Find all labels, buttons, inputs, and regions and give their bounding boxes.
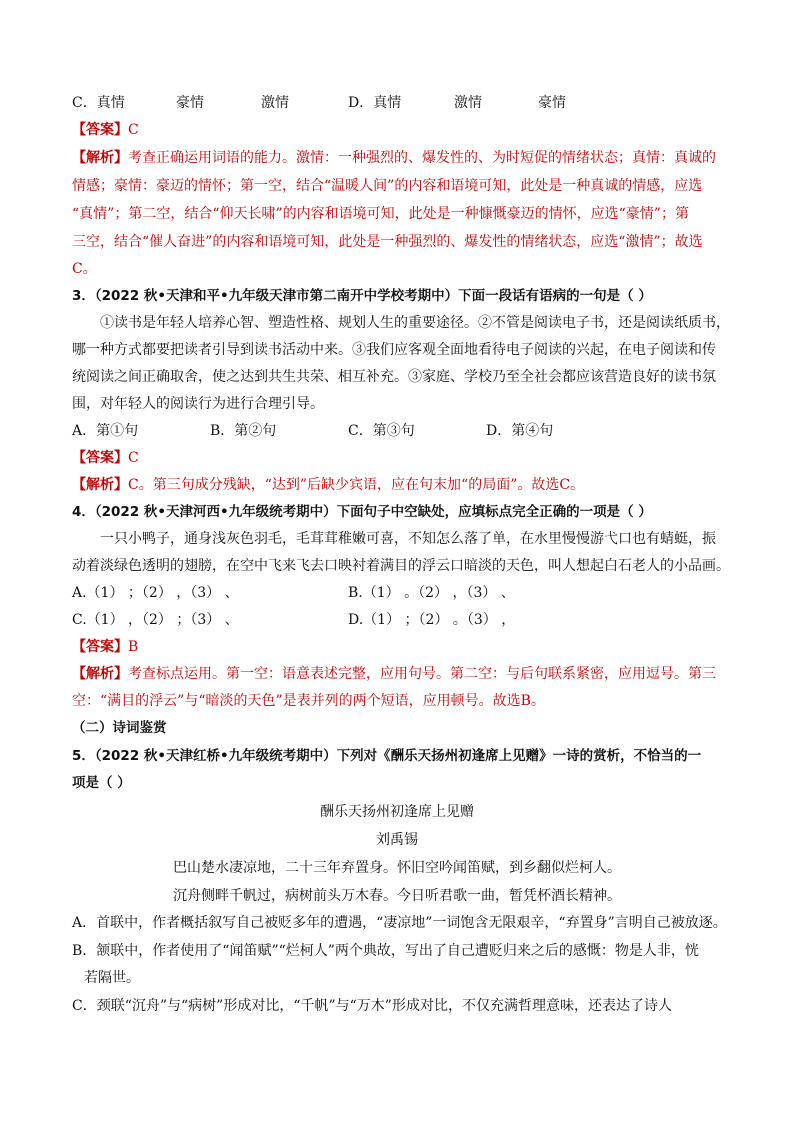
analysis-tag: 【解析】: [72, 477, 128, 493]
q3-option-b: B．第②句: [210, 423, 277, 439]
q5-option-a: A．首联中，作者概括叙写自己被贬多年的遭遇，“凄凉地”一词饱含无限艰辛，“弃置身”言明自己被放逐。: [72, 915, 727, 931]
analysis-text-a: C。第三句成分残缺，: [128, 477, 265, 493]
q2-analysis-line-1: [72, 148, 716, 168]
answer-tag: 【答案】: [72, 122, 128, 138]
q2-option-d-3: 豪情: [538, 95, 566, 111]
q5-option-b-cont: 若隔世。: [84, 970, 140, 986]
poem-author: 刘禹锡: [376, 832, 418, 848]
q2-analysis-line-5: C。: [72, 261, 97, 277]
poem-title: 酬乐天扬州初逢席上见赠: [320, 804, 474, 820]
analysis-text: 考查正确运用词语的能力。激情：一种强烈的、爆发性的、为时短促的情绪状态；真情：真诚的: [128, 150, 716, 166]
q3-option-d: D．第④句: [486, 423, 554, 439]
q5-option-b: B．颔联中，作者使用了“闻笛赋”“烂柯人”两个典故，写出了自己遭贬归来之后的感慨：物是人非，恍: [72, 943, 699, 959]
q3-stem: 3．（2022 秋•天津和平•九年级天津市第二南开中学校考期中）下面一段话有语病的一句是（ ）: [72, 288, 652, 304]
q3-passage-line-4: 围，对年轻人的阅读行为进行合理引导。: [72, 396, 324, 412]
q2-analysis-line-4: 三空，结合“催人奋进”的内容和语境可知，此处是一种强烈的、爆发性的情绪状态，应选“激情”；故选: [72, 234, 703, 250]
q4-passage-line-1: 一只小鸭子，通身浅灰色羽毛，毛茸茸稚嫩可喜，不知怎么落了单，在水里慢慢游弋口也有蜻蜓，振: [100, 531, 716, 547]
q4-stem: 4．（2022 秋•天津河西•九年级统考期中）下面句子中空缺处，应填标点完全正确的一项是（ ）: [72, 504, 652, 520]
analysis-text-c: 故选C。: [531, 477, 585, 493]
q3-option-a: A．第①句: [72, 423, 139, 439]
q2-option-c-2: 豪情: [176, 95, 204, 111]
q4-option-d: D.（1） ；（2） 。（3） ，: [348, 612, 516, 628]
answer-value: C: [128, 450, 139, 466]
analysis-text-b: “达到”后缺少宾语，应在句末加“的局面”。: [264, 477, 532, 493]
q2-analysis-line-3: “真情”；第二空，结合“仰天长啸”的内容和语境可知，此处是一种慷慨豪迈的情怀，应选“豪情”；第: [72, 206, 689, 222]
answer-tag: 【答案】: [72, 450, 128, 466]
q3-answer: [72, 448, 139, 468]
section-heading: （二）诗词鉴赏: [72, 720, 167, 736]
q4-passage-line-2: 动着淡绿色透明的翅膀，在空中飞来飞去口映衬着满目的浮云口暗淡的天色，叫人想起白石老人的小品画。: [72, 558, 730, 574]
poem-line-1: 巴山楚水凄凉地，二十三年弃置身。怀旧空吟闻笛赋，到乡翻似烂柯人。: [173, 860, 621, 876]
q4-option-c: C.（1） ，（2） ；（3） 、: [72, 612, 239, 628]
analysis-tag: 【解析】: [72, 666, 128, 682]
q4-option-a: A.（1） ；（2） ，（3） 、: [72, 585, 239, 601]
q5-option-c: C．颈联“沉舟”与“病树”形成对比，“千帆”与“万木”形成对比，不仅充满哲理意味，还表达了诗人: [72, 998, 672, 1014]
q4-analysis-line-2: 空：“满目的浮云”与“暗淡的天色”是表并列的两个短语，应用顿号。故选B。: [72, 693, 545, 709]
analysis-tag: 【解析】: [72, 150, 128, 166]
answer-value: C: [128, 122, 139, 138]
q4-analysis-line-1: [72, 664, 716, 684]
q2-option-c-1: C．真情: [72, 95, 125, 111]
q3-passage-line-2: 哪一种方式都要把读者引导到读书活动中来。③我们应客观全面地看待电子阅读的兴起，在电子阅读和传: [72, 342, 716, 358]
q3-analysis: [72, 475, 584, 495]
q4-answer: [72, 637, 138, 657]
q2-analysis-line-2: 情感；豪情：豪迈的情怀；第一空，结合“温暖人间”的内容和语境可知，此处是一种真诚的情感，应选: [72, 178, 703, 194]
q4-option-b: B.（1） 。（2） ，（3） 、: [348, 585, 515, 601]
answer-tag: 【答案】: [72, 639, 128, 655]
poem-line-2: 沉舟侧畔千帆过，病树前头万木春。今日听君歌一曲，暂凭杯酒长精神。: [173, 888, 621, 904]
q3-passage-line-3: 统阅读之间正确取舍，使之达到共生共荣、相互补充。③家庭、学校乃至全社会都应该营造良好的读书氛: [72, 369, 716, 385]
q3-passage-line-1: ①读书是年轻人培养心智、塑造性格、规划人生的重要途径。②不管是阅读电子书，还是阅读纸质书，: [100, 315, 730, 331]
analysis-text: 考查标点运用。第一空：语意表述完整，应用句号。第二空：与后句联系紧密，应用逗号。第三: [128, 666, 716, 682]
q5-stem-line-2: 项是（ ）: [72, 775, 131, 791]
q5-stem-line-1: 5．（2022 秋•天津红桥•九年级统考期中）下列对《酬乐天扬州初逢席上见赠》一诗的赏析，不恰当的一: [72, 748, 702, 764]
q2-option-c-3: 激情: [261, 95, 289, 111]
answer-value: B: [128, 639, 139, 655]
q2-option-d-2: 激情: [454, 95, 482, 111]
q3-option-c: C．第③句: [348, 423, 415, 439]
q2-option-d-1: D．真情: [348, 95, 402, 111]
q2-answer: [72, 120, 139, 140]
